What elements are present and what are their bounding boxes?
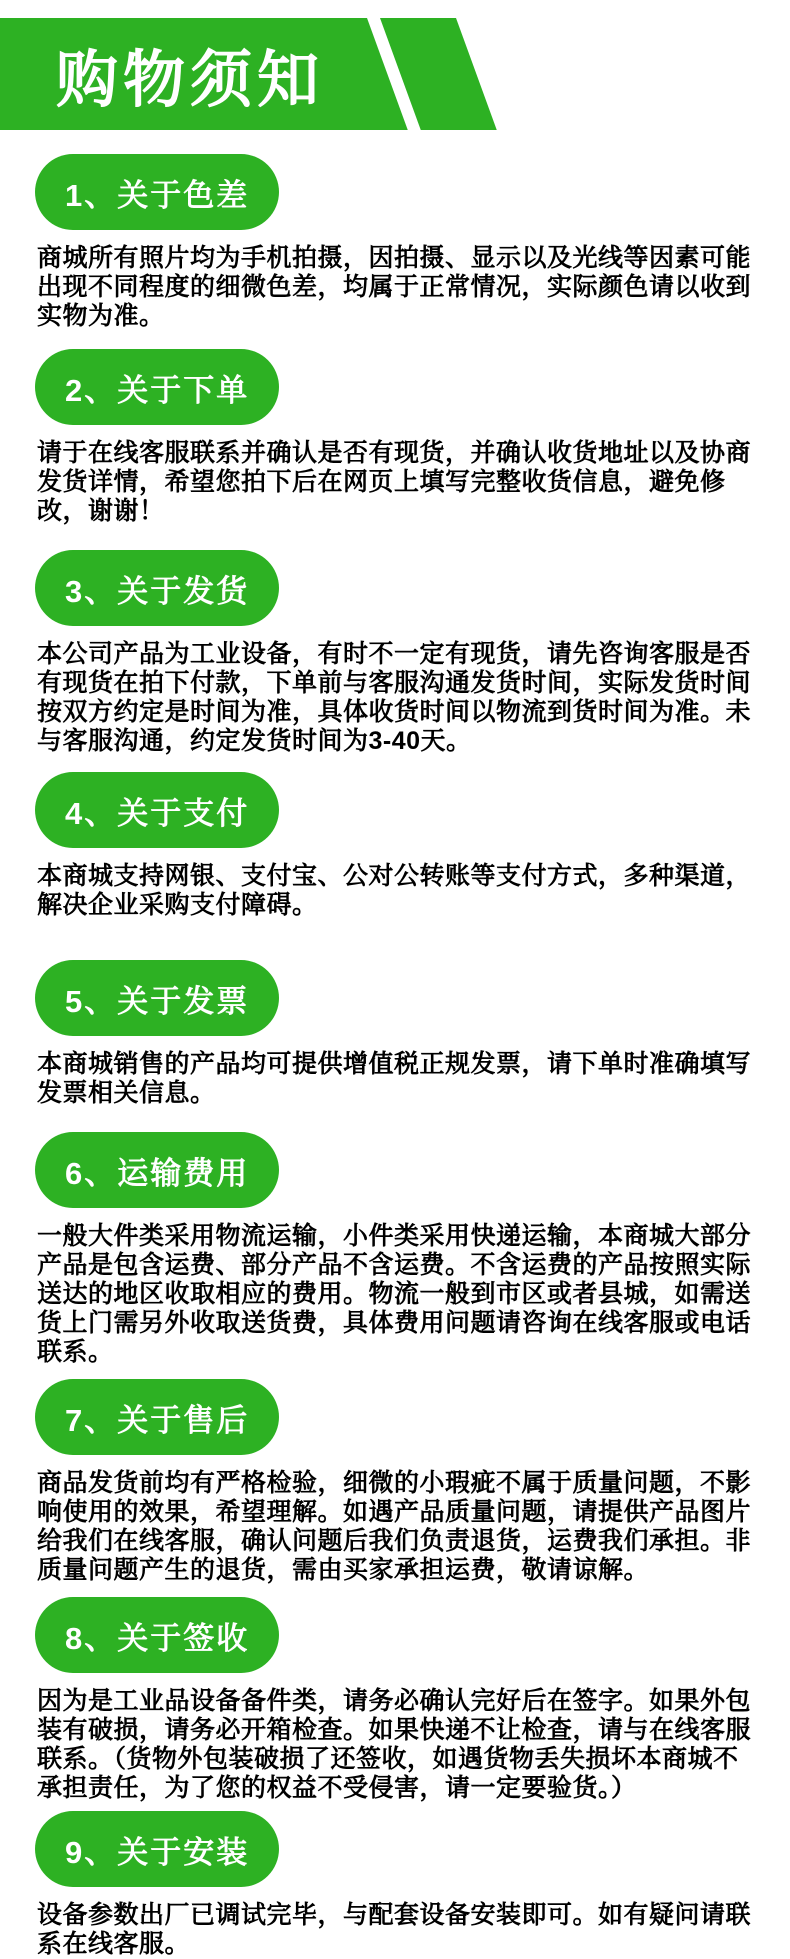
header-banner bbox=[0, 18, 790, 130]
section-heading-badge: 6、运输费用 bbox=[35, 1132, 279, 1208]
notice-section-shipping bbox=[35, 526, 755, 756]
notice-section-payment bbox=[35, 756, 755, 920]
notice-content bbox=[0, 130, 790, 1959]
notice-section-sign-receipt bbox=[35, 1585, 755, 1803]
section-body-text: 本公司产品为工业设备，有时不一定有现货，请先咨询客服是否有现货在拍下付款，下单前与客服沟通发货时间，实际发货时间按双方约定是时间为准，具体收货时间以物流到货时间为准。未与客服沟通，约定发货时间为3-40天。 bbox=[37, 640, 752, 755]
section-heading-badge: 3、关于发货 bbox=[35, 550, 279, 626]
notice-section-ordering bbox=[35, 331, 755, 526]
notice-section-after-sales bbox=[35, 1367, 755, 1585]
section-heading-badge: 5、关于发票 bbox=[35, 960, 279, 1036]
notice-section-freight-cost bbox=[35, 1108, 755, 1367]
section-heading-badge: 9、关于安装 bbox=[35, 1811, 279, 1887]
section-body-text: 设备参数出厂已调试完毕，与配套设备安装即可。如有疑问请联系在线客服。 bbox=[37, 1901, 752, 1958]
notice-section-invoice bbox=[35, 920, 755, 1108]
section-body-text: 请于在线客服联系并确认是否有现货，并确认收货地址以及协商发货详情，希望您拍下后在网页上填写完整收货信息，避免修改，谢谢！ bbox=[37, 439, 752, 525]
page-title: 购物须知 bbox=[56, 45, 325, 115]
section-body-text: 本商城支持网银、支付宝、公对公转账等支付方式，多种渠道，解决企业采购支付障碍。 bbox=[37, 862, 752, 919]
notice-section-color-difference bbox=[35, 130, 755, 331]
notice-section-installation bbox=[35, 1803, 755, 1959]
section-heading-badge: 8、关于签收 bbox=[35, 1597, 279, 1673]
section-body-text: 因为是工业品设备备件类，请务必确认完好后在签字。如果外包装有破损，请务必开箱检查。如果快递不让检查，请与在线客服联系。（货物外包装破损了还签收，如遇货物丢失损坏本商城不承担责任，为了您的权益不受侵害，请一定要验货。） bbox=[37, 1687, 752, 1802]
section-heading-badge: 7、关于售后 bbox=[35, 1379, 279, 1455]
section-heading-badge: 1、关于色差 bbox=[35, 154, 279, 230]
section-body-text: 一般大件类采用物流运输，小件类采用快递运输，本商城大部分产品是包含运费、部分产品不含运费。不含运费的产品按照实际送达的地区收取相应的费用。物流一般到市区或者县城，如需送货上门需另外收取送货费，具体费用问题请咨询在线客服或电话联系。 bbox=[37, 1222, 752, 1366]
section-heading-badge: 2、关于下单 bbox=[35, 349, 279, 425]
section-body-text: 商城所有照片均为手机拍摄，因拍摄、显示以及光线等因素可能出现不同程度的细微色差，均属于正常情况，实际颜色请以收到实物为准。 bbox=[37, 244, 752, 330]
section-body-text: 商品发货前均有严格检验，细微的小瑕疵不属于质量问题，不影响使用的效果，希望理解。如遇产品质量问题，请提供产品图片给我们在线客服，确认问题后我们负责退货，运费我们承担。非质量问题产生的退货，需由买家承担运费，敬请谅解。 bbox=[37, 1469, 752, 1584]
section-body-text: 本商城销售的产品均可提供增值税正规发票，请下单时准确填写发票相关信息。 bbox=[37, 1050, 752, 1107]
section-heading-badge: 4、关于支付 bbox=[35, 772, 279, 848]
